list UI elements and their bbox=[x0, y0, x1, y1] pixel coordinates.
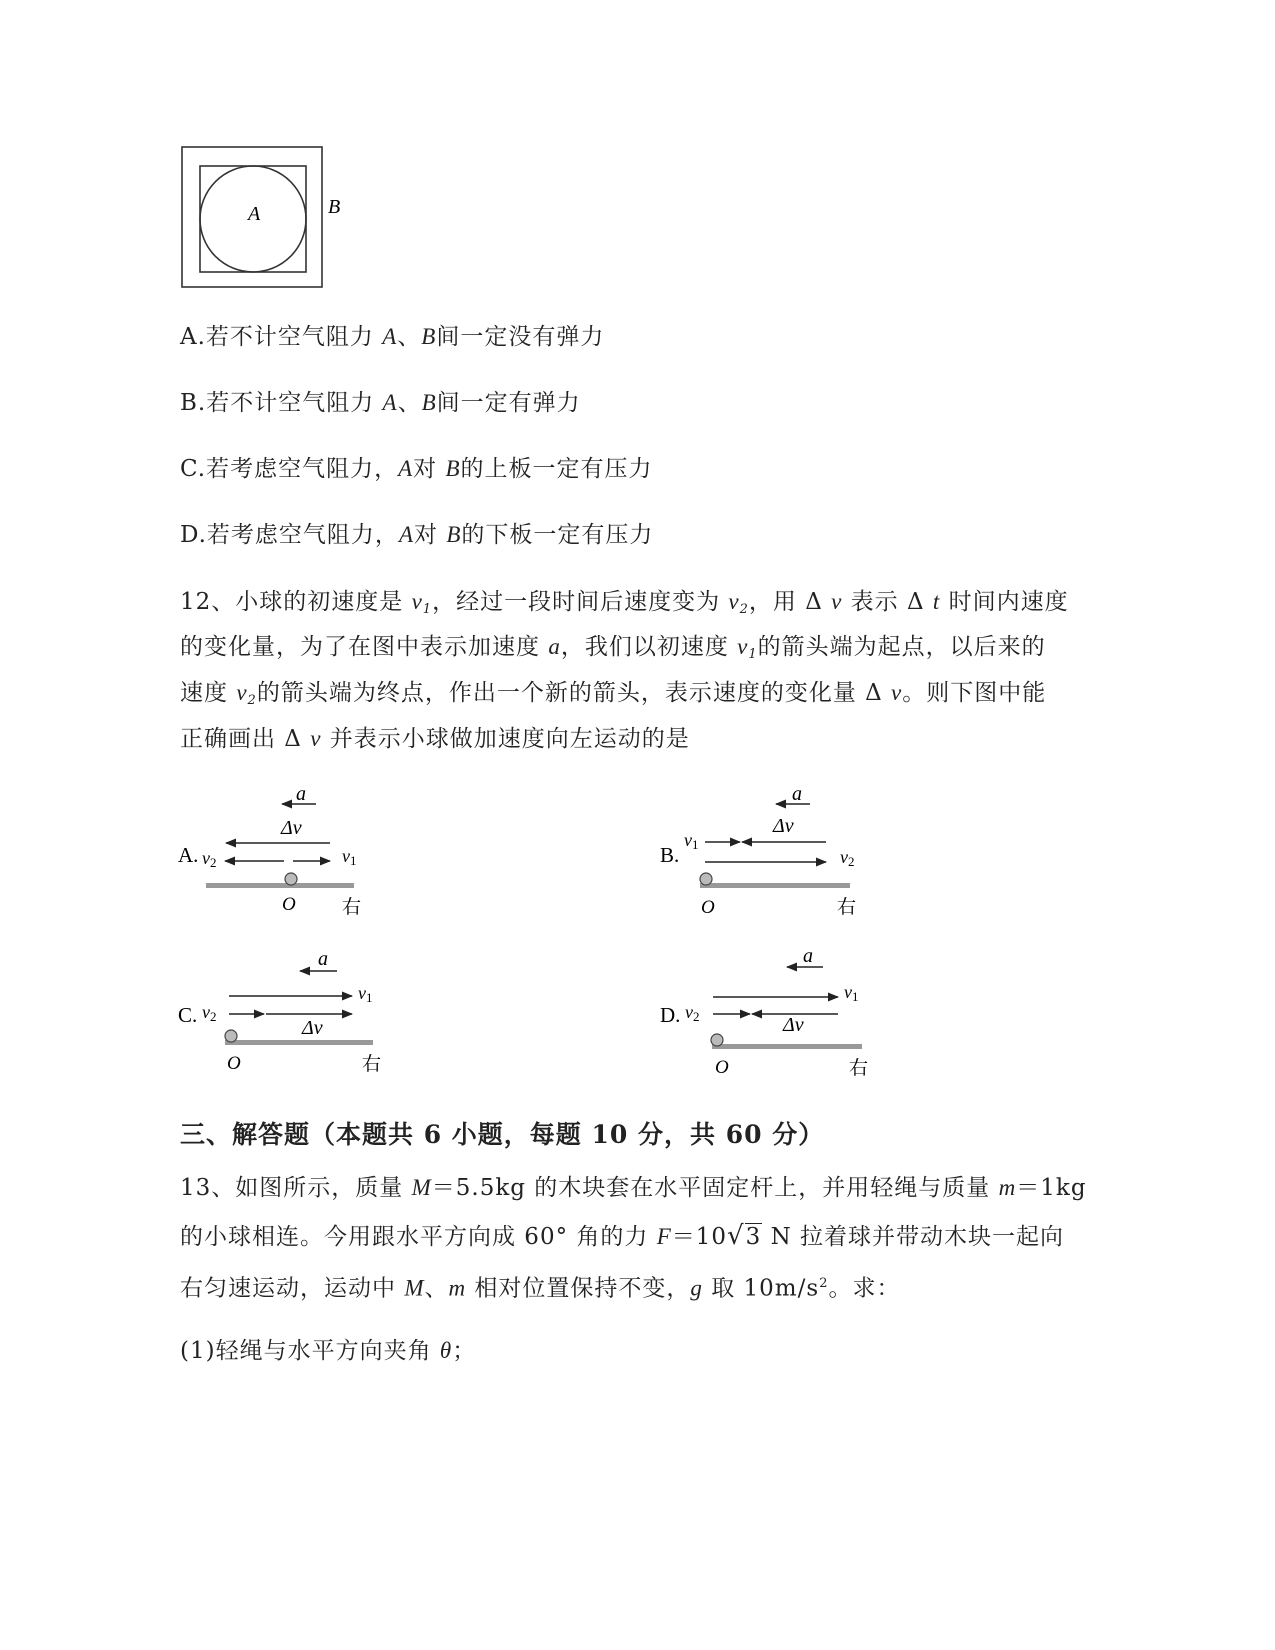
diagram-b-a-label: a bbox=[792, 783, 802, 805]
diagram-b-o-label: O bbox=[701, 897, 715, 918]
diagram-a-o-label: O bbox=[282, 894, 296, 915]
diagram-b-dv-label: Δv bbox=[773, 815, 794, 837]
diagram-a-ball bbox=[285, 873, 297, 885]
diagram-b-v1-label: v1 bbox=[684, 830, 699, 852]
diagram-d-v1-label: v1 bbox=[844, 982, 859, 1004]
diagram-b-track bbox=[700, 883, 850, 888]
diagram-b bbox=[660, 783, 856, 918]
diagram-d-option-label: D. bbox=[660, 1003, 681, 1027]
diagram-b-option-label: B. bbox=[660, 843, 680, 867]
diagram-a-v2-label: v2 bbox=[202, 848, 217, 870]
q13-line-1: 13、如图所示，质量 M＝5.5kg 的木块套在水平固定杆上，并用轻绳与质量 m＝1kg bbox=[180, 1175, 1087, 1201]
diagram-d-o-label: O bbox=[715, 1057, 729, 1078]
q12-line-2: 的变化量，为了在图中表示加速度 a，我们以初速度 $v_1$的箭头端为起点，以后来的 bbox=[180, 634, 1046, 662]
sqrt-symbol: √ bbox=[727, 1221, 745, 1251]
diagram-a bbox=[178, 783, 361, 918]
diagram-a-v1-label: v1 bbox=[342, 846, 357, 868]
diagram-a-track bbox=[206, 883, 354, 888]
diagram-c-v2-label: v2 bbox=[202, 1002, 217, 1024]
q13-sub-1: (1)轻绳与水平方向夹角 θ； bbox=[180, 1338, 477, 1364]
section-heading: 三、解答题（本题共 6 小题，每题 10 分，共 60 分） bbox=[180, 1120, 825, 1149]
option-d: D.若考虑空气阻力，A对 B的下板一定有压力 bbox=[180, 522, 654, 548]
diagram-a-dv-label: Δv bbox=[281, 817, 302, 839]
diagram-b-ball bbox=[700, 873, 712, 885]
diagram-a-right-label: 右 bbox=[342, 897, 362, 918]
label-b: B bbox=[328, 196, 341, 218]
option-a: A.若不计空气阻力 A、B间一定没有弹力 bbox=[180, 324, 605, 350]
diagram-d-dv-label: Δv bbox=[783, 1014, 804, 1036]
diagram-d-ball bbox=[711, 1034, 723, 1046]
label-a: A bbox=[248, 203, 261, 225]
diagram-c-option-label: C. bbox=[178, 1003, 198, 1027]
option-c: C.若考虑空气阻力，A对 B的上板一定有压力 bbox=[180, 456, 653, 482]
q12-line-1: 12、小球的初速度是 $v_1$，经过一段时间后速度变为 $v_2$，用 Δ v 表示 Δ t 时间内速度 bbox=[180, 589, 1069, 617]
diagram-c-v1-label: v1 bbox=[358, 983, 373, 1005]
diagram-a-option-label: A. bbox=[178, 843, 199, 867]
diagram-c-a-label: a bbox=[318, 948, 328, 970]
diagram-a-a-label: a bbox=[296, 783, 306, 805]
diagram-b-right-label: 右 bbox=[837, 897, 857, 918]
diagram-d-v2-label: v2 bbox=[685, 1002, 700, 1024]
box-figure bbox=[170, 140, 370, 300]
q13-line-2: 的小球相连。今用跟水平方向成 60° 角的力 F＝10√3 N 拉着球并带动木块一起向 bbox=[180, 1221, 1065, 1251]
diagram-c bbox=[178, 948, 381, 1075]
diagram-d bbox=[660, 945, 868, 1079]
diagram-d-a-label: a bbox=[803, 945, 813, 967]
velocity-diagrams bbox=[0, 770, 1275, 1090]
diagram-b-v2-label: v2 bbox=[840, 847, 855, 869]
diagram-c-o-label: O bbox=[227, 1053, 241, 1074]
diagram-c-track bbox=[225, 1040, 373, 1045]
q12-line-4: 正确画出 Δ v 并表示小球做加速度向左运动的是 bbox=[180, 726, 690, 752]
q13-line-3: 右匀速运动，运动中 M、m 相对位置保持不变，g 取 $10m/s^2$。求： bbox=[180, 1275, 901, 1302]
diagram-c-ball bbox=[225, 1030, 237, 1042]
diagram-c-dv-label: Δv bbox=[302, 1017, 323, 1039]
q12-line-3: 速度 $v_2$的箭头端为终点，作出一个新的箭头，表示速度的变化量 Δ v。则下图中能 bbox=[180, 680, 1047, 708]
diagram-d-right-label: 右 bbox=[849, 1058, 869, 1079]
option-b: B.若不计空气阻力 A、B间一定有弹力 bbox=[180, 390, 581, 416]
diagram-d-track bbox=[712, 1044, 862, 1049]
diagram-c-right-label: 右 bbox=[362, 1054, 382, 1075]
